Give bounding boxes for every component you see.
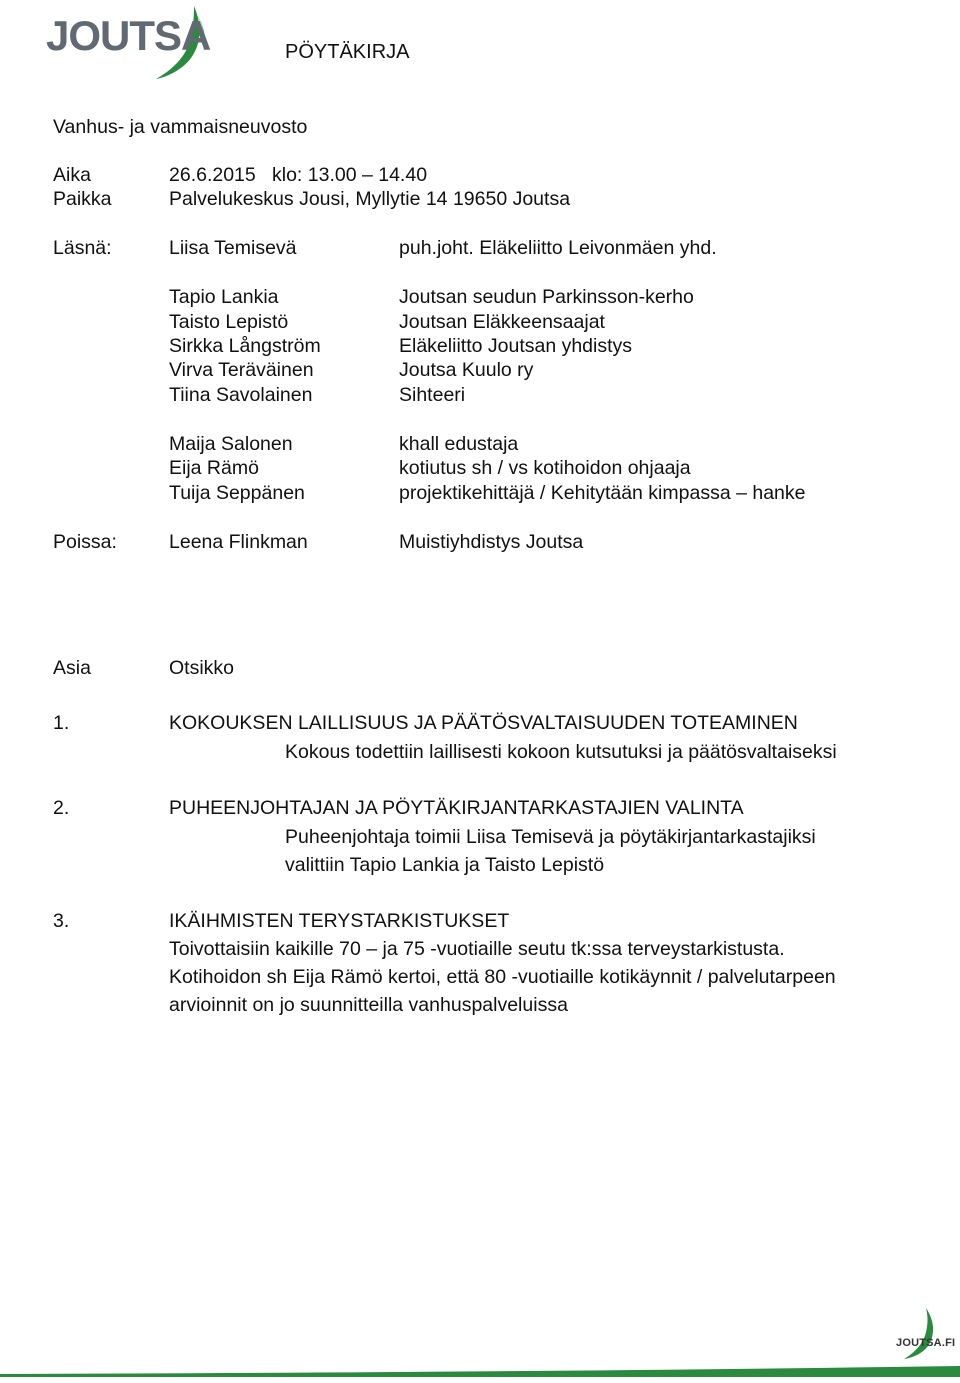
attendee-role: projektikehittäjä / Kehitytään kimpassa – hanke bbox=[399, 482, 806, 504]
joutsa-logo bbox=[44, 0, 214, 82]
agenda-item-text: Kotihoidon sh Eija Rämö kertoi, että 80 -vuotiaille kotikäynnit / palvelutarpeen bbox=[169, 966, 836, 988]
attendee-name: Liisa Temisevä bbox=[169, 237, 297, 259]
footer-url: JOUTSA.FI bbox=[896, 1337, 956, 1349]
place-value: Palvelukeskus Jousi, Myllytie 14 19650 Joutsa bbox=[169, 188, 571, 210]
joutsa-logo-graphic bbox=[44, 0, 214, 82]
attendee-role: khall edustaja bbox=[399, 433, 519, 455]
attendee-name: Virva Teräväinen bbox=[169, 359, 314, 381]
attendee-name: Eija Rämö bbox=[169, 457, 259, 479]
agenda-item-text: Kokous todettiin laillisesti kokoon kutsutuksi ja päätösvaltaiseksi bbox=[285, 741, 837, 763]
agenda-item-title: KOKOUKSEN LAILLISUUS JA PÄÄTÖSVALTAISUUDEN TOTEAMINEN bbox=[169, 712, 798, 734]
agenda-item-text: arvioinnit on jo suunnitteilla vanhuspalveluissa bbox=[169, 994, 568, 1016]
committee-name: Vanhus- ja vammaisneuvosto bbox=[53, 116, 308, 138]
agenda-item-title: PUHEENJOHTAJAN JA PÖYTÄKIRJANTARKASTAJIEN VALINTA bbox=[169, 797, 744, 819]
time-value: 26.6.2015 klo: 13.00 – 14.40 bbox=[169, 164, 428, 186]
attendee-role: puh.joht. Eläkeliitto Leivonmäen yhd. bbox=[399, 237, 717, 259]
attendee-name: Tapio Lankia bbox=[169, 286, 279, 308]
absent-name: Leena Flinkman bbox=[169, 531, 308, 553]
agenda-item-number: 3. bbox=[53, 910, 70, 932]
attendee-name: Tuija Seppänen bbox=[169, 482, 305, 504]
attendee-role: Eläkeliitto Joutsan yhdistys bbox=[399, 335, 633, 357]
time-label: Aika bbox=[53, 164, 91, 186]
absent-label: Poissa: bbox=[53, 531, 117, 553]
attendee-name: Taisto Lepistö bbox=[169, 311, 289, 333]
attendee-name: Tiina Savolainen bbox=[169, 384, 313, 406]
agenda-item-title: IKÄIHMISTEN TERYSTARKISTUKSET bbox=[169, 910, 510, 932]
footer-swoosh-icon bbox=[878, 1306, 948, 1366]
agenda-column-item: Asia bbox=[53, 657, 91, 679]
agenda-item-number: 1. bbox=[53, 712, 70, 734]
attendee-role: Sihteeri bbox=[399, 384, 466, 406]
place-label: Paikka bbox=[53, 188, 112, 210]
attendee-name: Maija Salonen bbox=[169, 433, 293, 455]
attendee-role: Joutsan seudun Parkinsson-kerho bbox=[399, 286, 694, 308]
agenda-item-text: Puheenjohtaja toimii Liisa Temisevä ja pöytäkirjantarkastajiksi bbox=[285, 826, 816, 848]
agenda-item-text: valittiin Tapio Lankia ja Taisto Lepistö bbox=[285, 854, 605, 876]
attendee-role: Joutsa Kuulo ry bbox=[399, 359, 534, 381]
attendee-role: Joutsan Eläkkeensaajat bbox=[399, 311, 605, 333]
document-title: PÖYTÄKIRJA bbox=[285, 41, 410, 63]
attendee-name: Sirkka Långström bbox=[169, 335, 321, 357]
attendee-role: kotiutus sh / vs kotihoidon ohjaaja bbox=[399, 457, 691, 479]
present-label: Läsnä: bbox=[53, 237, 112, 259]
footer-bar bbox=[0, 1360, 960, 1371]
absent-role: Muistiyhdistys Joutsa bbox=[399, 531, 584, 553]
agenda-column-title: Otsikko bbox=[169, 657, 235, 679]
agenda-item-text: Toivottaisiin kaikille 70 – ja 75 -vuotiaille seutu tk:ssa terveystarkistusta. bbox=[169, 938, 785, 960]
logo-wordmark: JOUTSA bbox=[46, 12, 211, 59]
agenda-item-number: 2. bbox=[53, 797, 70, 819]
